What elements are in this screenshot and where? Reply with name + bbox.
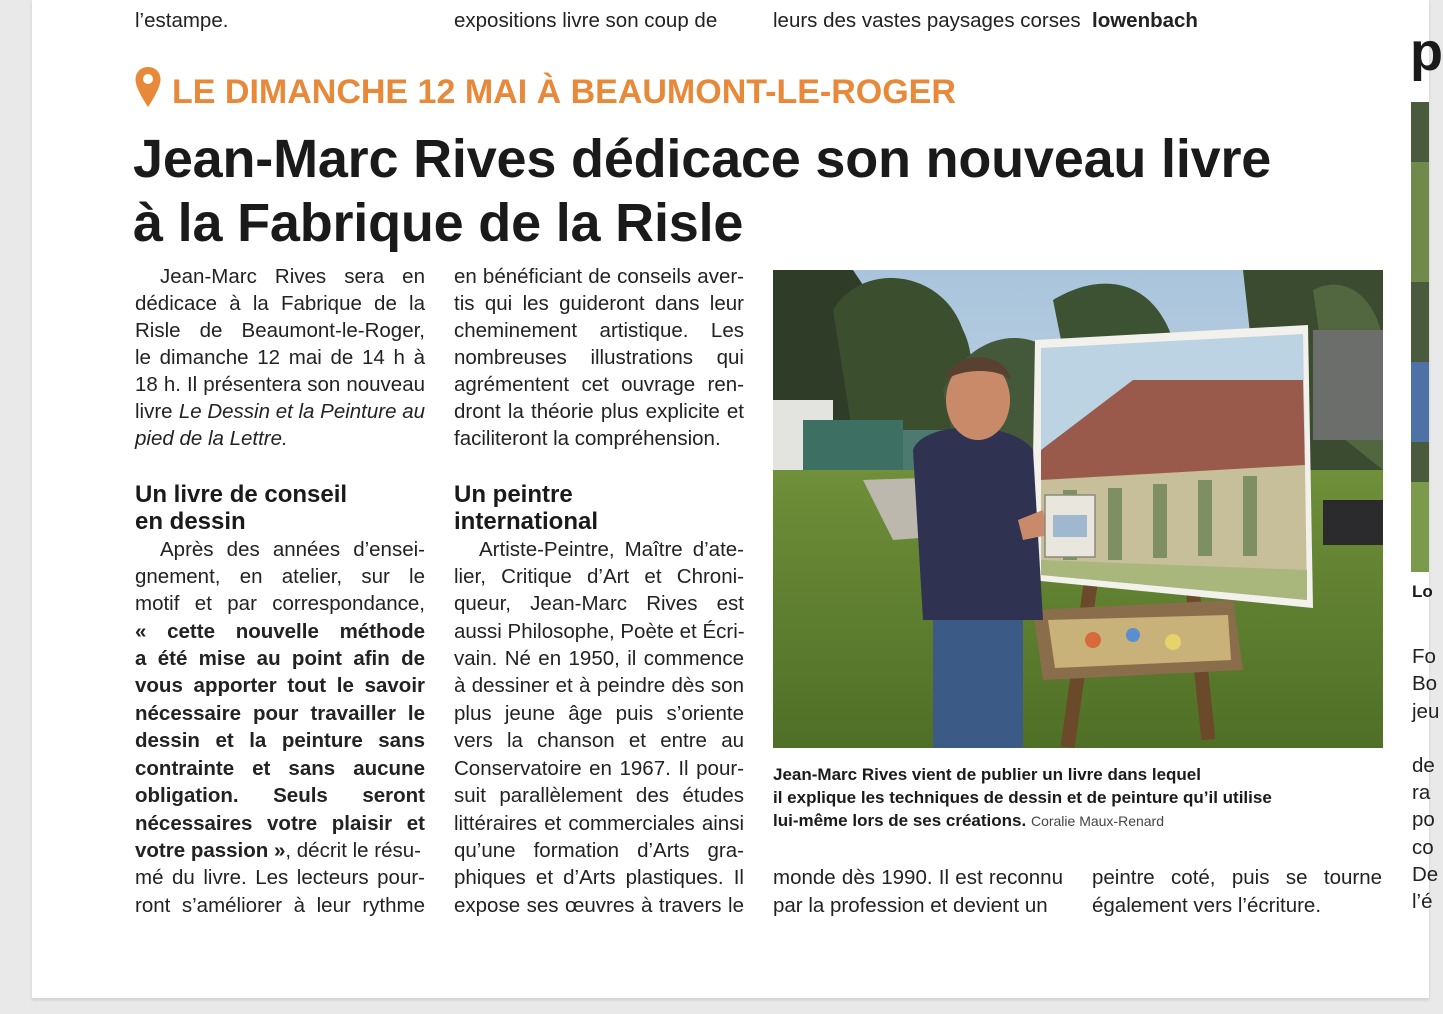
next-article-text-fragment: jeu <box>1412 700 1440 723</box>
col2-body-line: lier, Critique d’Art et Chroni- <box>454 565 744 588</box>
next-article-text-fragment: ra <box>1412 781 1431 804</box>
headline-line-1: Jean-Marc Rives dédicace son nouveau livre <box>133 129 1272 189</box>
book-title: Le Dessin et la Peinture au <box>178 400 425 423</box>
subhead-2-line-1: Un peintre <box>454 481 573 508</box>
next-article-text-fragment: de <box>1412 754 1435 777</box>
photo-caption-line-3: lui-même lors de ses créations. <box>773 811 1027 830</box>
col4-body-line: également vers l’écriture. <box>1092 894 1322 917</box>
next-article-text-fragment: co <box>1412 836 1434 859</box>
col1-body-line: Après des années d’ensei- <box>160 538 425 561</box>
article-photo <box>773 270 1383 748</box>
col2-body-line: vers la chanson et entre au <box>454 729 744 752</box>
col2-body-line: cheminement artistique. Les <box>454 319 744 342</box>
col1-body-line: gnement, en atelier, sur le <box>135 565 425 588</box>
subhead-1-line-1: Un livre de conseil <box>135 481 348 508</box>
next-article-text-fragment: De <box>1412 863 1439 886</box>
next-article-text-fragment: Bo <box>1412 672 1438 695</box>
col1-intro-line-book <box>135 398 425 425</box>
col1-intro-line: le dimanche 12 mai de 14 h à <box>135 346 425 369</box>
col1-intro-line: Jean-Marc Rives sera en <box>160 265 425 288</box>
prev-article-col4: lowenbach <box>1092 9 1198 32</box>
col3-body-line: par la profession et devient un <box>773 894 1048 917</box>
col3-body-line: monde dès 1990. Il est reconnu <box>773 866 1063 889</box>
col1-intro-line: dédicace à la Fabrique de la <box>135 292 425 315</box>
col1-quote-end-line <box>135 837 425 864</box>
col1-intro-line: Risle de Beaumont-le-Roger, <box>135 319 425 342</box>
col2-body-line: expose ses œuvres à travers le <box>454 894 744 917</box>
col1-intro-text: livre <box>135 400 173 423</box>
next-article-text-fragment: l’é <box>1412 890 1433 913</box>
col2-body-line: en bénéficiant de conseils aver- <box>454 265 744 288</box>
col1-body-line: motif et par correspondance, <box>135 592 425 615</box>
col2-body-line: queur, Jean-Marc Rives est <box>454 592 744 615</box>
col1-intro-line: 18 h. Il présentera son nouveau <box>135 373 425 396</box>
col2-body-line: Artiste-Peintre, Maître d’ate- <box>479 538 744 561</box>
next-article-caption-fragment: Lo <box>1412 582 1433 601</box>
col1-quote-line: dessin et la peinture sans <box>135 729 425 752</box>
col2-body-line: vain. Né en 1950, il commence <box>454 647 744 670</box>
col2-body-line: phiques et d’Arts plastiques. Il <box>454 866 744 889</box>
prev-article-col1: l’estampe. <box>135 9 229 32</box>
article-kicker: LE DIMANCHE 12 MAI À BEAUMONT-LE-ROGER <box>172 73 956 111</box>
col2-body-line: nombreuses illustrations qui <box>454 346 744 369</box>
col1-quote-line: a été mise au point afin de <box>135 647 425 670</box>
col1-body-line: ront s’améliorer à leur rythme <box>135 894 425 917</box>
col1-quote-line: obligation. Seuls seront <box>135 784 425 807</box>
col2-body-line: qu’une formation d’Arts gra- <box>454 839 744 862</box>
next-article-photo-fragment <box>1411 102 1429 572</box>
next-article-title-fragment: p <box>1410 22 1443 82</box>
col1-quote-line: nécessaires votre plaisir et <box>135 812 425 835</box>
next-article-text-fragment: po <box>1412 808 1435 831</box>
col1-quote-line: vous apporter tout le savoir <box>135 674 425 697</box>
photo-caption-line-1: Jean-Marc Rives vient de publier un livre dans lequel <box>773 765 1201 784</box>
photo-caption-line-2: il explique les techniques de dessin et de peinture qu’il utilise <box>773 788 1272 807</box>
col4-body-line: peintre coté, puis se tourne <box>1092 866 1382 889</box>
col2-body-line: aussi Philosophe, Poète et Écri- <box>454 620 745 643</box>
newspaper-page <box>32 0 1443 999</box>
quote-tail: , décrit le résu- <box>285 839 421 862</box>
headline-line-2: à la Fabrique de la Risle <box>133 193 744 253</box>
col1-body-line: mé du livre. Les lecteurs pour- <box>135 866 425 889</box>
prev-article-col3: leurs des vastes paysages corses <box>773 9 1081 32</box>
photo-credit: Coralie Maux-Renard <box>1030 813 1165 829</box>
col2-body-line: agrémentent cet ouvrage ren- <box>454 373 744 396</box>
book-title-end: pied de la Lettre. <box>135 427 288 450</box>
col2-body-line: suit parallèlement des études <box>454 784 744 807</box>
col2-body-line: faciliteront la compréhension. <box>454 427 721 450</box>
location-pin-icon <box>134 65 162 109</box>
subhead-1-line-2: en dessin <box>135 508 246 535</box>
col1-quote-line: contrainte et sans aucune <box>135 757 425 780</box>
subhead-2-line-2: international <box>454 508 599 535</box>
col1-quote-line: « cette nouvelle méthode <box>135 620 425 643</box>
next-article-text-fragment: Fo <box>1412 645 1436 668</box>
prev-article-col2: expositions livre son coup de <box>454 9 718 32</box>
col2-body-line: tis qui les guideront dans leur <box>454 292 744 315</box>
col2-body-line: dront la théorie plus explicite et <box>454 400 744 423</box>
quote-end: votre passion » <box>135 839 286 862</box>
photo-caption-line-3-wrapper <box>773 809 1164 833</box>
col1-quote-line: nécessaire pour travailler le <box>135 702 425 725</box>
col2-body-line: plus jeune âge puis s’oriente <box>454 702 744 725</box>
col2-body-line: littéraires et commerciales ainsi <box>454 812 744 835</box>
col2-body-line: Conservatoire en 1967. Il pour- <box>454 757 744 780</box>
col2-body-line: à dessiner et à peindre dès son <box>454 674 744 697</box>
